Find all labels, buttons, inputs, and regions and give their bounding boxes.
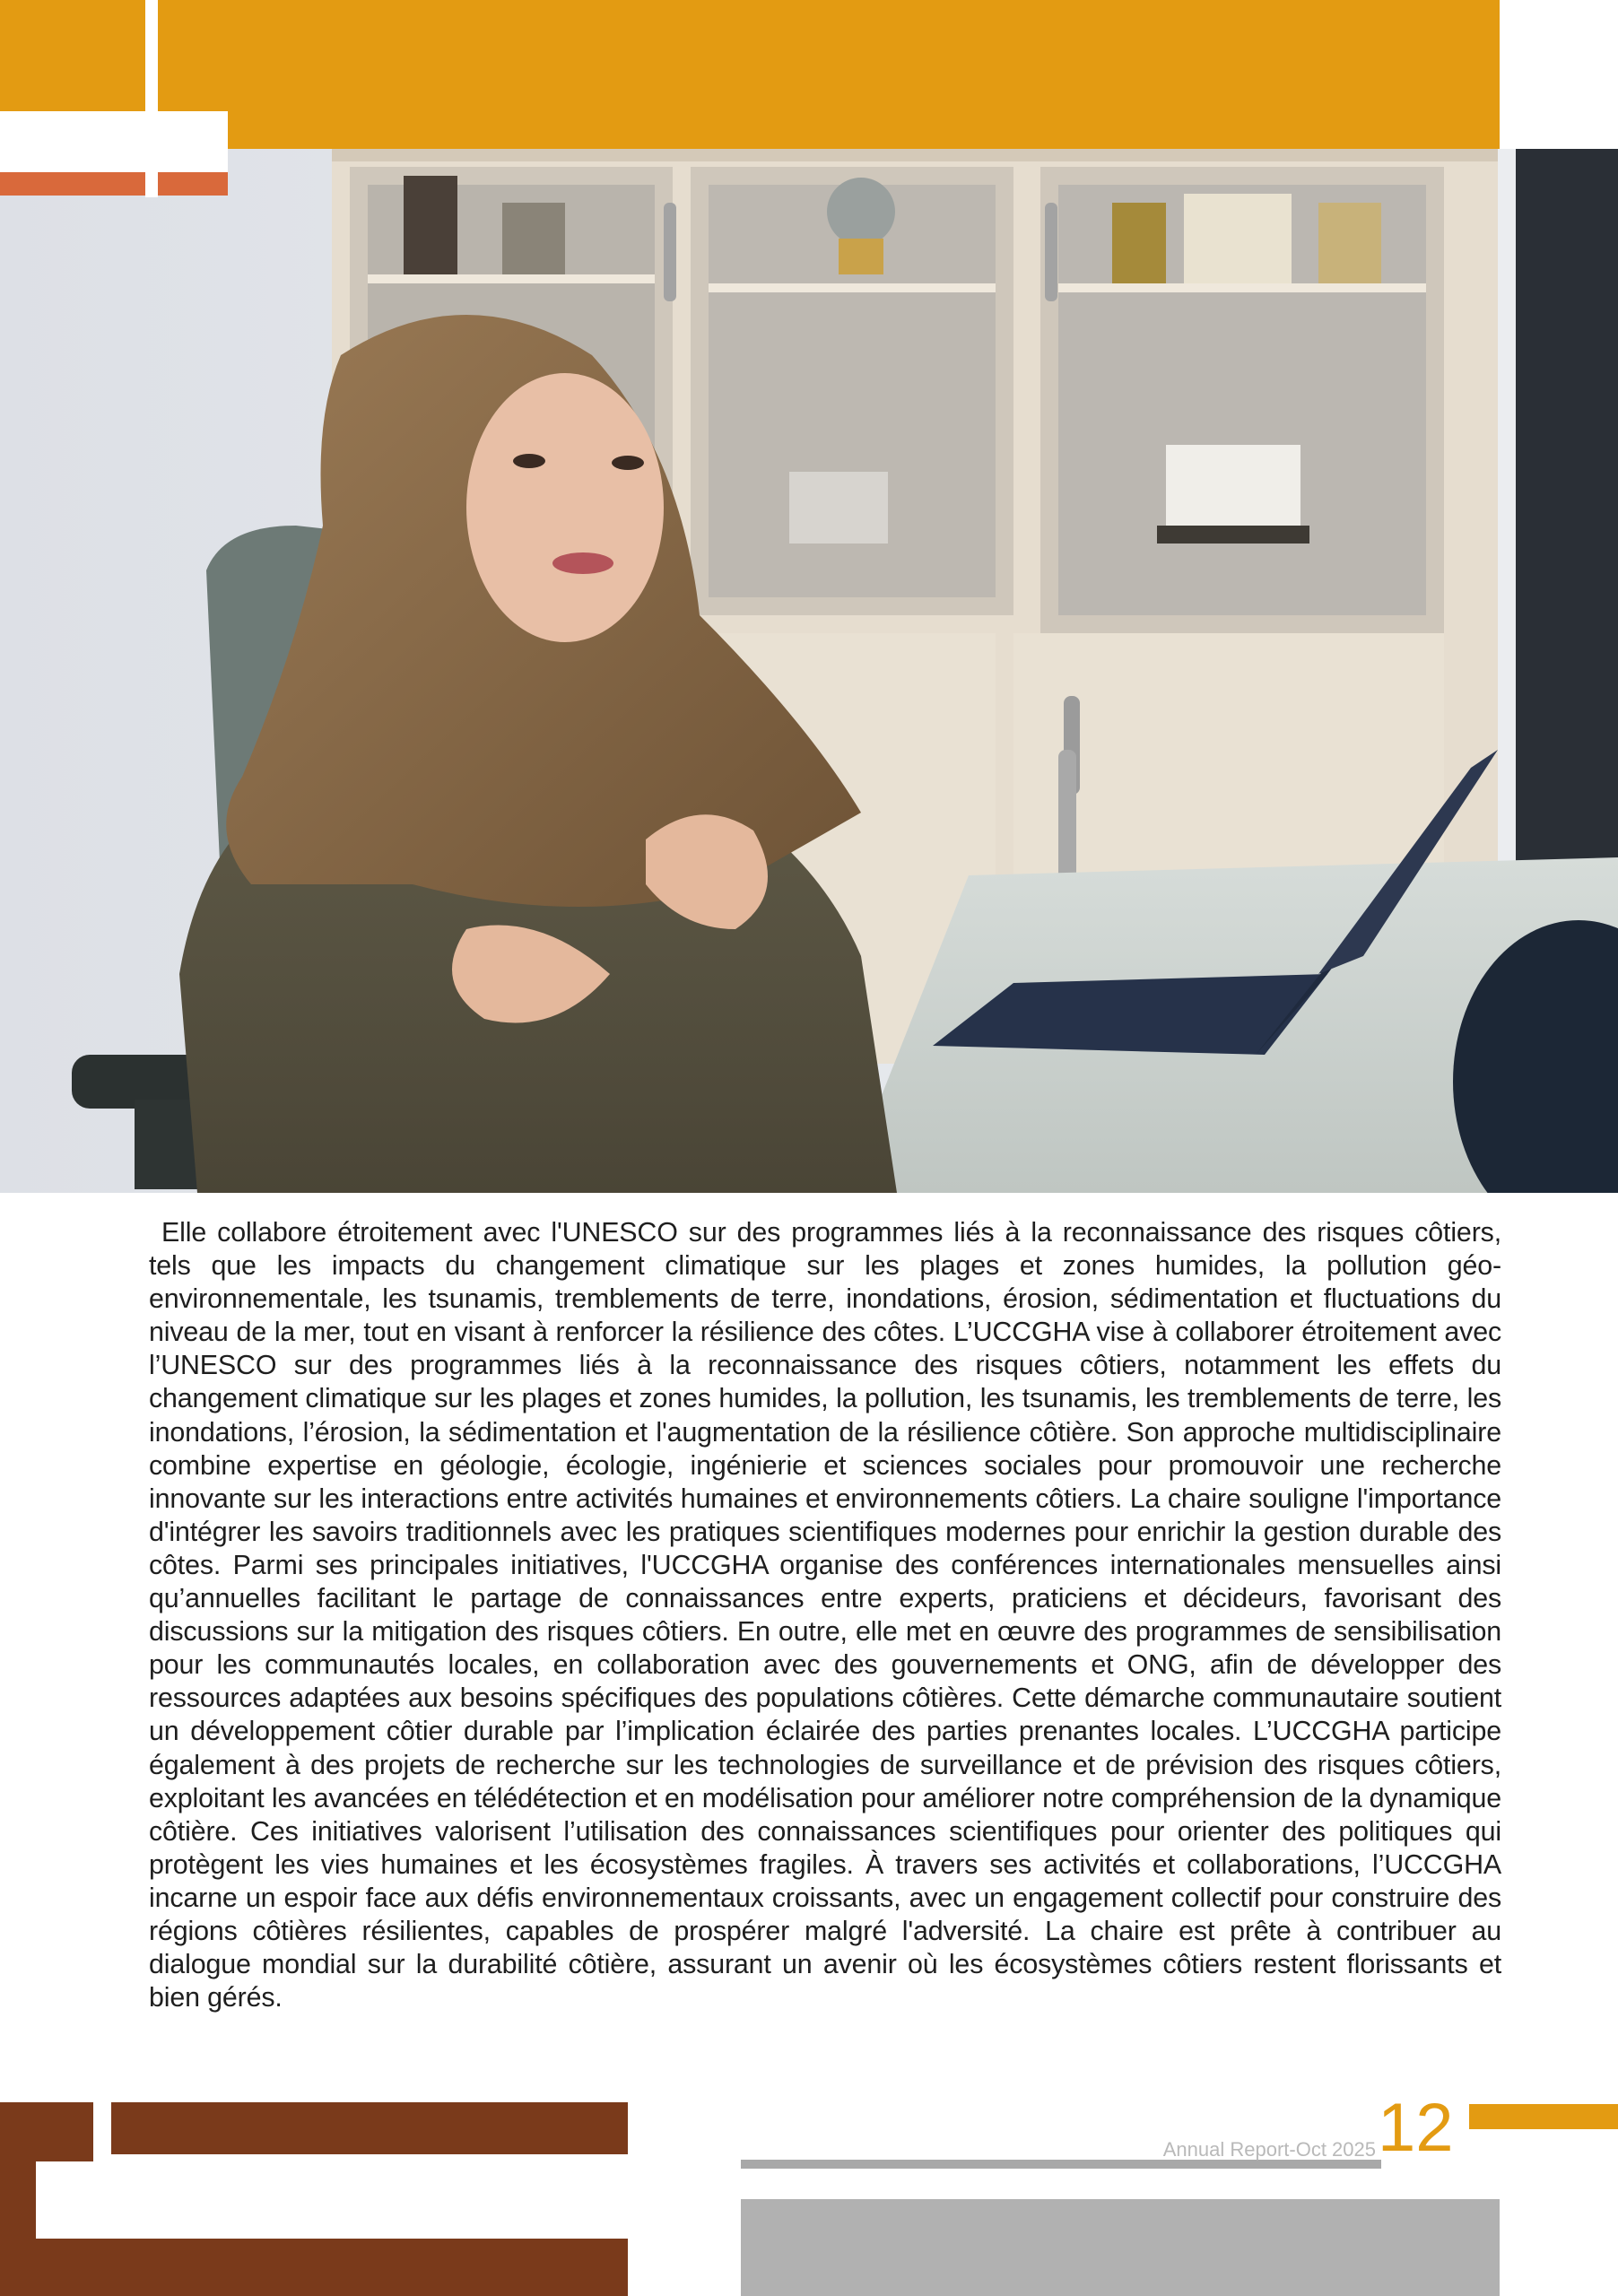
header-orange-block-left	[0, 0, 145, 111]
footer-report-label: Annual Report-Oct 2025	[1162, 2138, 1376, 2161]
footer-gray-block	[741, 2199, 1500, 2296]
footer-brown-bar-top	[111, 2102, 628, 2154]
page-number: 12	[1378, 2090, 1454, 2166]
article-body: Elle collabore étroitement avec l'UNESCO sur des programmes liés à la reconnaissance des risques côtiers, tels que les impacts du changement climatique sur les plages et zones humides, la pollution géo-environnementale, les tsunamis, tremblements de terre, inondations, érosion, sédimentation et fluctuations du niveau de la mer, tout en visant à renforcer la résilience des côtes. L’UCCGHA vise à collaborer étroitement avec l’UNESCO sur des programmes liés à la reconnaissance des risques côtiers, notamment les effets du changement climatique sur les plages et zones humides, la pollution, les tsunamis, les tremblements de terre, les inondations, l’érosion, la sédimentation et l'augmentation de la résilience côtière. Son approche multidisciplinaire combine expertise en géologie, écologie, ingénierie et sciences sociales pour promouvoir une recherche innovante sur les interactions entre activités humaines et environnements côtiers. La chaire souligne l'importance d'intégrer les savoirs traditionnels avec les pratiques scientifiques modernes pour enrichir la gestion durable des côtes. Parmi ses principales initiatives, l'UCCGHA organise des conférences internationales mensuelles ainsi qu’annuelles facilitant le partage de connaissances entre experts, praticiens et décideurs, favorisant des discussions sur la mitigation des risques côtiers. En outre, elle met en œuvre des programmes de sensibilisation pour les communautés locales, en collaboration avec des gouvernements et ONG, afin de développer des ressources adaptées aux besoins spécifiques des populations côtières. Cette démarche communautaire soutient un développement côtier durable par l’implication éclairée des parties prenantes locales. L’UCCGHA participe également à des projets de recherche sur les technologies de surveillance et de prévision des risques côtiers, exploitant les avancées en télédétection et en modélisation pour améliorer notre compréhension de la dynamique côtière. Ces initiatives valorisent l’utilisation des connaissances scientifiques pour orienter des politiques qui protègent les vies humaines et les écosystèmes fragiles. À travers ses activités et collaborations, l’UCCGHA incarne un espoir face aux défis environnementaux croissants, avec un engagement collectif pour construire des régions côtières résilientes, capables de prospérer malgré l'adversité. La chaire est prête à contribuer au dialogue mondial sur la durabilité côtière, assurant un avenir où les écosystèmes côtiers restent florissants et bien gérés.	[149, 1217, 1501, 2013]
header-white-notch	[0, 111, 228, 172]
footer-brown-bar-bottom	[36, 2239, 628, 2296]
footer-white-strip	[36, 2161, 628, 2239]
header-divider-line	[145, 0, 158, 197]
header-orange-banner	[158, 0, 1500, 149]
header-rust-bar-right	[158, 172, 228, 196]
header-rust-bar-left	[0, 172, 145, 196]
header-corner-gap	[1500, 0, 1618, 20]
interview-photo	[0, 149, 1618, 1193]
